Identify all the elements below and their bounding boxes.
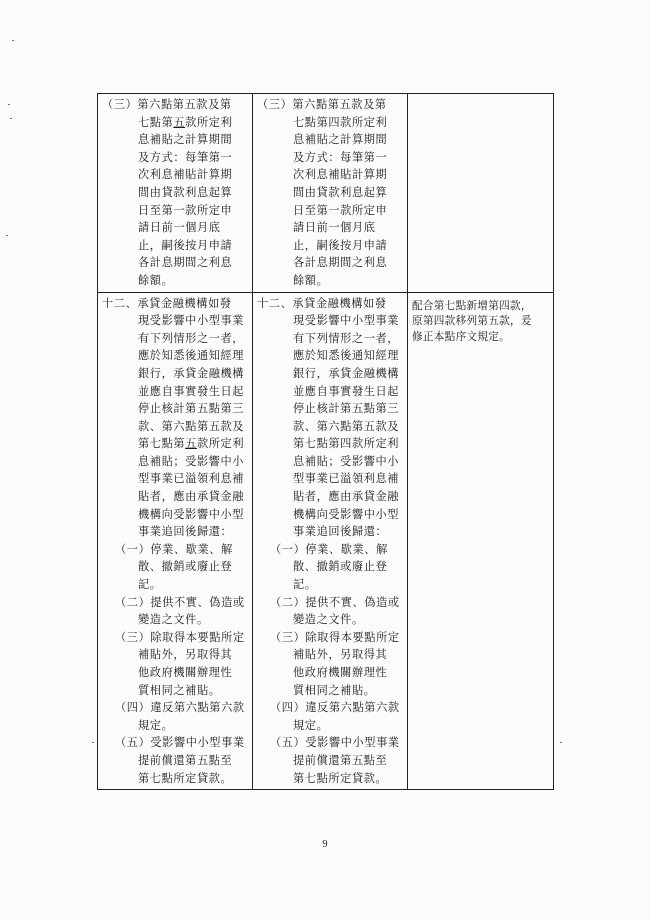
provision-line: 貼者，應由承貸金融 bbox=[293, 490, 400, 504]
provision-line: 止，嗣後按月申請 bbox=[138, 238, 233, 252]
provision-line: 息補貼；受影響中小 bbox=[138, 454, 245, 468]
sub-item-heading: （三）除取得本要點所定 bbox=[270, 630, 400, 644]
provision-line: 息補貼之計算期間 bbox=[293, 133, 388, 147]
sub-item-heading: （三）除取得本要點所定 bbox=[115, 630, 245, 644]
provision-line: 七點第四款所定利 bbox=[293, 115, 388, 129]
provision-line: 款、第六點第五款及 bbox=[293, 419, 400, 433]
provision-line: 息補貼之計算期間 bbox=[138, 133, 233, 147]
provision-line: 止，嗣後按月申請 bbox=[293, 238, 388, 252]
provision-line: 第七點第四款所定利 bbox=[293, 437, 400, 451]
provision-line: 變造之文件。 bbox=[138, 613, 209, 627]
provision-line: 款、第六點第五款及 bbox=[138, 419, 245, 433]
provision-line: 餘額。 bbox=[138, 273, 174, 287]
provision-line: 日至第一款所定申 bbox=[138, 203, 233, 217]
provision-line: 七點第五款所定利 bbox=[138, 115, 233, 129]
provision-line: 日至第一款所定申 bbox=[293, 203, 388, 217]
point-heading: 十二、承貸金融機構如發 bbox=[257, 296, 387, 310]
explanation-cell bbox=[408, 292, 554, 790]
scan-speck bbox=[8, 104, 10, 105]
amended-provision-cell bbox=[98, 94, 253, 293]
scan-speck bbox=[560, 742, 562, 743]
provision-line: 並應自事實發生日起 bbox=[293, 384, 400, 398]
sub-item-heading: （四）違反第六點第六款 bbox=[115, 701, 245, 715]
provision-line: 補貼外，另取得其 bbox=[293, 648, 388, 662]
scan-speck bbox=[10, 118, 12, 119]
provision-line: 機構向受影響中小型 bbox=[138, 507, 245, 521]
provision-line: 有下列情形之一者， bbox=[293, 331, 400, 345]
provision-line: 停止核計第五點第三 bbox=[293, 402, 400, 416]
provision-line: 應於知悉後通知經理 bbox=[138, 349, 245, 363]
scan-speck bbox=[92, 742, 94, 743]
provision-line: 請日前一個月底 bbox=[138, 221, 221, 235]
amended-provision-cell bbox=[98, 292, 253, 790]
provision-line: 第七點所定貸款。 bbox=[138, 771, 233, 785]
provision-line: 銀行，承貸金融機構 bbox=[138, 366, 245, 380]
provision-line: 質相同之補貼。 bbox=[138, 683, 221, 697]
provision-line: 他政府機關辦理性 bbox=[293, 666, 388, 679]
provision-line: 餘額。 bbox=[293, 273, 329, 287]
item-heading: （三）第六點第五款及第 bbox=[257, 98, 387, 111]
provision-line: 質相同之補貼。 bbox=[293, 683, 376, 697]
provision-line: 記。 bbox=[293, 578, 317, 592]
explanation-line: 修正本點序文規定。 bbox=[412, 330, 511, 343]
provision-line: 間由貸款利息起算 bbox=[293, 185, 388, 199]
provision-line: 次利息補貼計算期 bbox=[293, 168, 388, 182]
point-heading: 十二、承貸金融機構如發 bbox=[102, 296, 232, 310]
provision-line: 第七點第五款所定利 bbox=[138, 437, 245, 451]
underlined-change: 五 bbox=[173, 115, 186, 129]
provision-line: 現受影響中小型事業 bbox=[138, 314, 245, 328]
sub-item-heading: （二）提供不實、偽造或 bbox=[270, 595, 400, 609]
table-row bbox=[98, 292, 554, 790]
provision-line: 規定。 bbox=[293, 718, 329, 732]
sub-item-heading: （五）受影響中小型事業 bbox=[115, 736, 245, 750]
sub-item-heading: （一）停業、歇業、解 bbox=[115, 542, 233, 556]
scan-speck bbox=[12, 40, 14, 41]
provision-line: 記。 bbox=[138, 578, 162, 592]
current-provision-cell bbox=[253, 94, 408, 293]
provision-line: 現受影響中小型事業 bbox=[293, 314, 400, 328]
provision-line: 貼者，應由承貸金融 bbox=[138, 490, 245, 504]
provision-line: 規定。 bbox=[138, 718, 174, 732]
provision-line: 提前償還第五點至 bbox=[293, 753, 388, 767]
explanation-line: 原第四款移列第五款，爰 bbox=[412, 315, 532, 328]
provision-line: 請日前一個月底 bbox=[293, 221, 376, 235]
sub-item-heading: （五）受影響中小型事業 bbox=[270, 736, 400, 750]
scan-speck bbox=[6, 235, 8, 236]
explanation-cell bbox=[408, 94, 554, 293]
provision-line: 各計息期間之利息 bbox=[138, 256, 233, 270]
provision-line: 機構向受影響中小型 bbox=[293, 507, 400, 521]
provision-line: 息補貼；受影響中小 bbox=[293, 454, 400, 468]
table-row bbox=[98, 94, 554, 293]
provision-line: 及方式：每筆第一 bbox=[293, 150, 388, 164]
provision-line: 型事業已溢領利息補 bbox=[138, 472, 245, 486]
provision-line: 並應自事實發生日起 bbox=[138, 384, 245, 398]
item-heading: （三）第六點第五款及第 bbox=[102, 98, 232, 111]
sub-item-heading: （四）違反第六點第六款 bbox=[270, 701, 400, 715]
provision-line: 散、撤銷或廢止登 bbox=[293, 560, 388, 574]
provision-line: 及方式：每筆第一 bbox=[138, 150, 233, 164]
provision-line: 事業追回後歸還： bbox=[138, 525, 233, 539]
current-provision-cell bbox=[253, 292, 408, 790]
provision-line: 銀行，承貸金融機構 bbox=[293, 366, 400, 380]
provision-line: 次利息補貼計算期 bbox=[138, 168, 233, 182]
provision-line: 應於知悉後通知經理 bbox=[293, 349, 400, 363]
provision-line: 提前償還第五點至 bbox=[138, 753, 233, 767]
provision-line: 事業追回後歸還： bbox=[293, 525, 388, 539]
provision-line: 他政府機關辦理性 bbox=[138, 666, 233, 679]
page-number: 9 bbox=[322, 839, 328, 850]
provision-line: 停止核計第五點第三 bbox=[138, 402, 245, 416]
provision-line: 各計息期間之利息 bbox=[293, 256, 388, 270]
sub-item-heading: （一）停業、歇業、解 bbox=[270, 542, 388, 556]
explanation-line: 配合第七點新增第四款， bbox=[412, 299, 532, 312]
provision-line: 散、撤銷或廢止登 bbox=[138, 560, 233, 574]
provision-line: 第七點所定貸款。 bbox=[293, 771, 388, 785]
provision-line: 補貼外，另取得其 bbox=[138, 648, 233, 662]
underlined-change: 五 bbox=[185, 437, 197, 451]
provision-line: 有下列情形之一者， bbox=[138, 331, 245, 345]
provision-line: 型事業已溢領利息補 bbox=[293, 472, 400, 486]
provision-line: 變造之文件。 bbox=[293, 613, 364, 627]
sub-item-heading: （二）提供不實、偽造或 bbox=[115, 595, 245, 609]
provision-line: 間由貸款利息起算 bbox=[138, 185, 233, 199]
comparison-table bbox=[97, 93, 554, 790]
